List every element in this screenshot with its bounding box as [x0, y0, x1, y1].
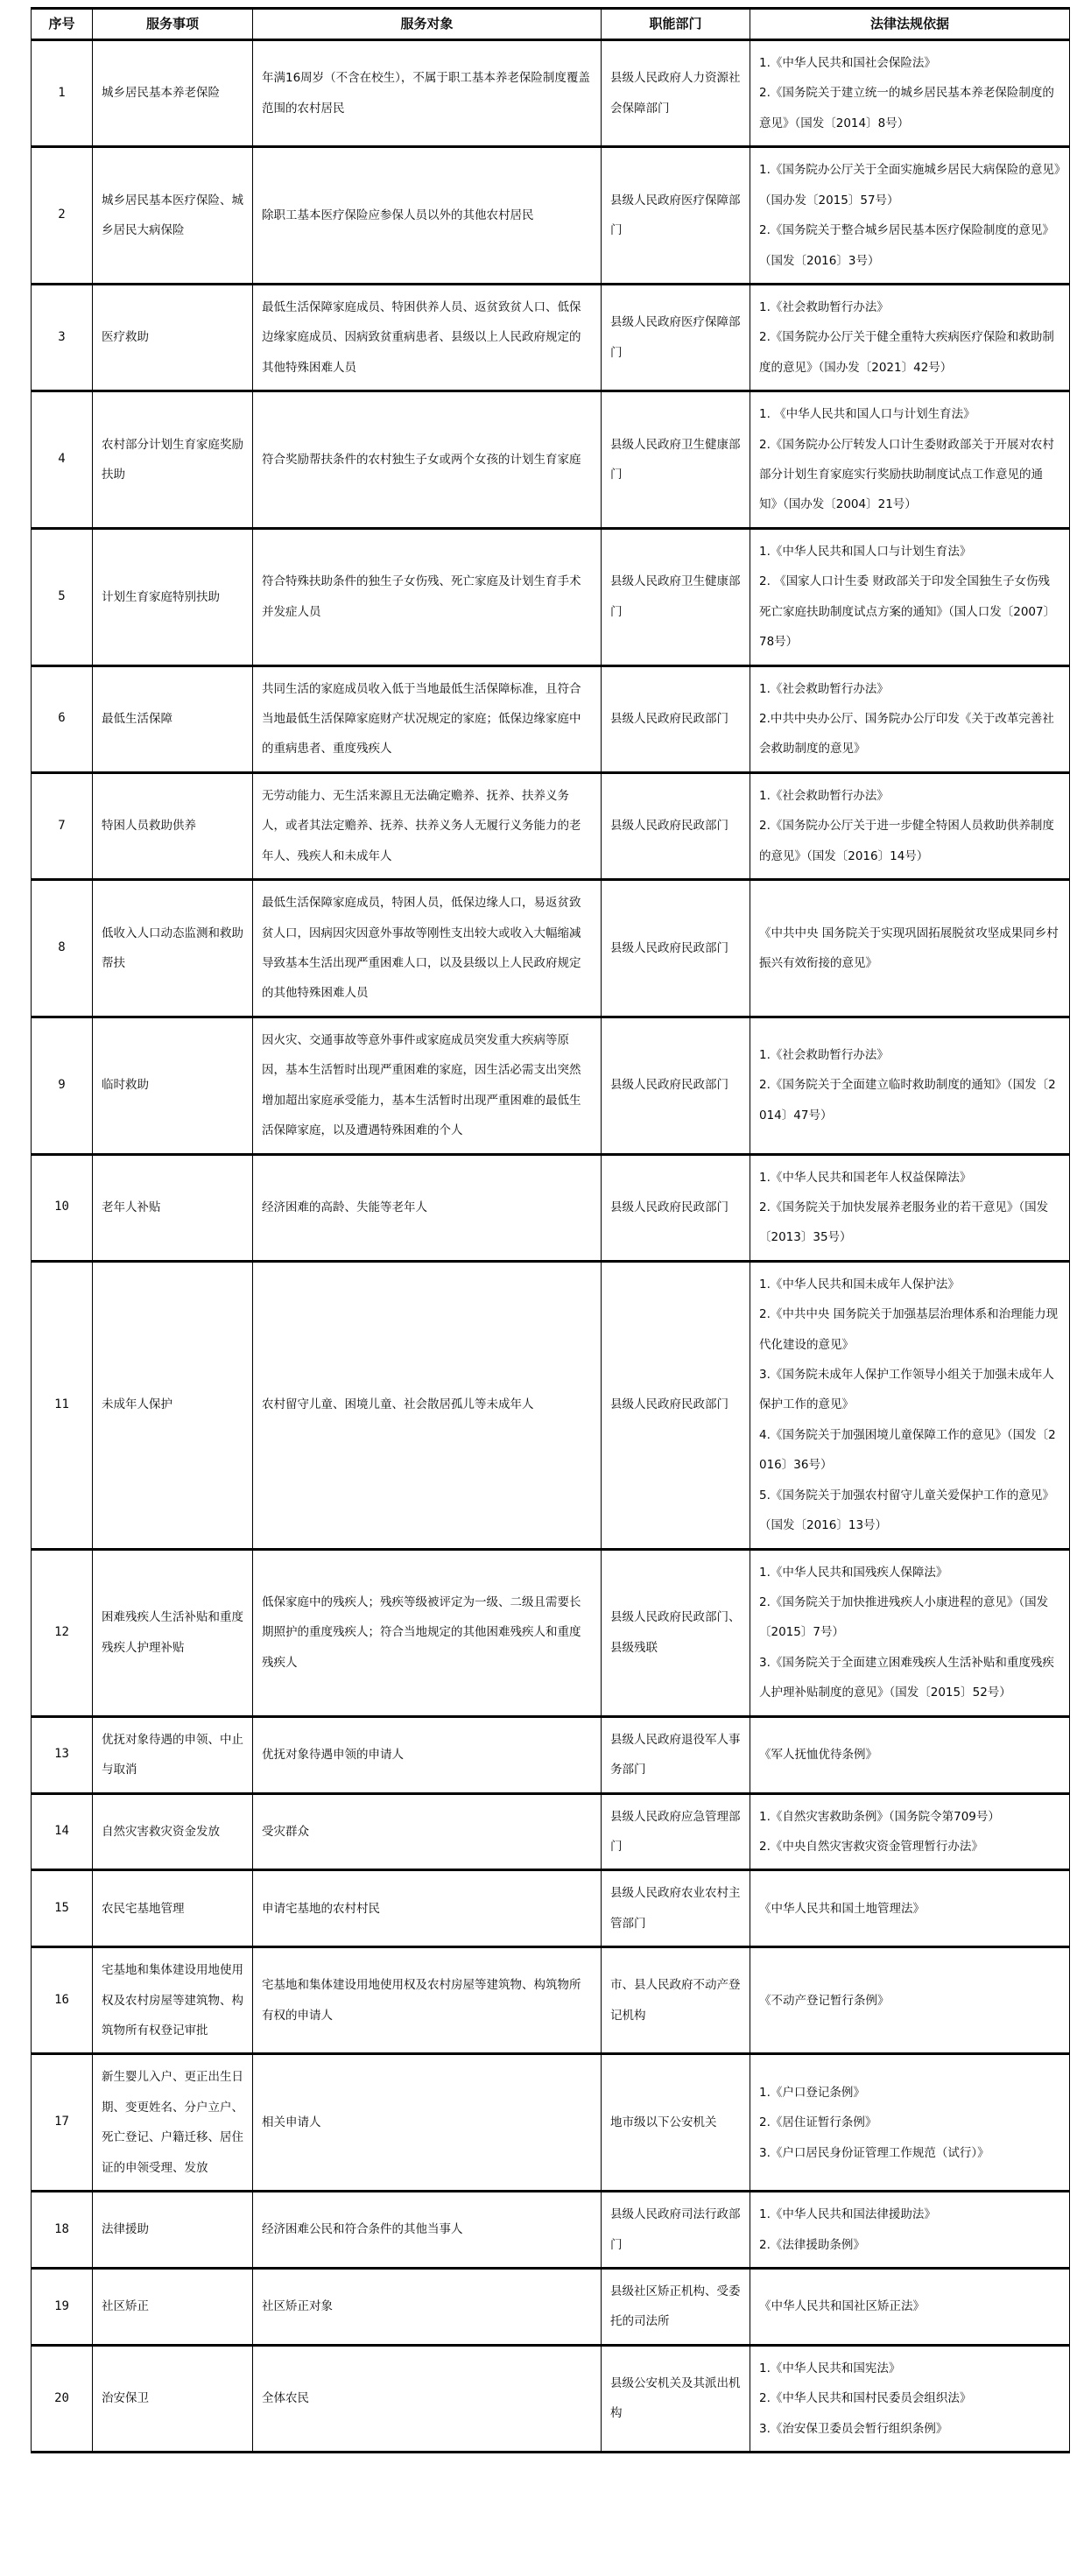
- department-cell: 县级社区矫正机构、受委托的司法所: [602, 2269, 750, 2346]
- service-item-cell: 城乡居民基本医疗保险、城乡居民大病保险: [93, 147, 253, 285]
- column-header-number: 序号: [32, 9, 93, 40]
- legal-basis-item: 3.《国务院未成年人保护工作领导小组关于加强未成年人保护工作的意见》: [759, 1368, 1054, 1412]
- department-cell: 县级人民政府民政部门: [602, 665, 750, 772]
- legal-basis-cell: [750, 1793, 1070, 1870]
- table-row: [32, 1716, 1070, 1793]
- service-item-cell: 城乡居民基本养老保险: [93, 40, 253, 147]
- table-body: [32, 40, 1070, 2453]
- table-row: [32, 2054, 1070, 2192]
- department-cell: 县级人民政府农业农村主管部门: [602, 1870, 750, 1947]
- column-header-service-target: 服务对象: [253, 9, 602, 40]
- row-number: 17: [32, 2054, 93, 2192]
- row-number: 14: [32, 1793, 93, 1870]
- legal-basis-item: 1.《社会救助暂行办法》: [759, 681, 889, 696]
- department-cell: 县级人民政府卫生健康部门: [602, 391, 750, 529]
- department-cell: 县级人民政府民政部门、县级残联: [602, 1549, 750, 1716]
- legal-basis-item: 2.《国务院办公厅关于进一步健全特困人员救助供养制度的意见》（国发〔2016〕14号）: [759, 819, 1054, 863]
- table-row: [32, 528, 1070, 665]
- legal-basis-cell: [750, 1870, 1070, 1947]
- table-row: [32, 1154, 1070, 1261]
- legal-basis-cell: [750, 2345, 1070, 2452]
- legal-basis-item: 1.《中华人民共和国社会保险法》: [759, 56, 936, 70]
- legal-basis-cell: [750, 284, 1070, 391]
- service-target-cell: 年满16周岁（不含在校生），不属于职工基本养老保险制度覆盖范围的农村居民: [253, 40, 602, 147]
- legal-basis-item: 《军人抚恤优待条例》: [759, 1747, 877, 1762]
- service-item-cell: 医疗救助: [93, 284, 253, 391]
- department-cell: 县级人民政府医疗保障部门: [602, 147, 750, 285]
- row-number: 7: [32, 772, 93, 879]
- department-cell: 县级公安机关及其派出机构: [602, 2345, 750, 2452]
- table-row: [32, 1947, 1070, 2054]
- legal-basis-item: 1.《中华人民共和国法律援助法》: [759, 2207, 936, 2222]
- service-target-cell: 最低生活保障家庭成员、特困供养人员、返贫致贫人口、低保边缘家庭成员、因病致贫重病患者、县级以上人民政府规定的其他特殊困难人员: [253, 284, 602, 391]
- row-number: 5: [32, 528, 93, 665]
- row-number: 1: [32, 40, 93, 147]
- legal-basis-item: 2.《居住证暂行条例》: [759, 2115, 877, 2130]
- services-table: [31, 7, 1070, 2453]
- department-cell: 县级人民政府应急管理部门: [602, 1793, 750, 1870]
- row-number: 15: [32, 1870, 93, 1947]
- department-cell: 县级人民政府民政部门: [602, 880, 750, 1017]
- service-item-cell: 最低生活保障: [93, 665, 253, 772]
- department-cell: 县级人民政府民政部门: [602, 1017, 750, 1154]
- department-cell: 县级人民政府民政部门: [602, 1154, 750, 1261]
- service-target-cell: 优抚对象待遇申领的申请人: [253, 1716, 602, 1793]
- legal-basis-cell: [750, 147, 1070, 285]
- legal-basis-item: 3.《户口居民身份证管理工作规范（试行）》: [759, 2145, 989, 2160]
- legal-basis-cell: [750, 391, 1070, 529]
- service-target-cell: 经济困难公民和符合条件的其他当事人: [253, 2192, 602, 2269]
- service-target-cell: 最低生活保障家庭成员，特困人员，低保边缘人口，易返贫致贫人口，因病因灾因意外事故等刚性支出较大或收入大幅缩减导致基本生活出现严重困难人口，以及县级以上人民政府规定的其他特殊困难人员: [253, 880, 602, 1017]
- legal-basis-item: 《中共中央 国务院关于实现巩固拓展脱贫攻坚成果同乡村振兴有效衔接的意见》: [759, 926, 1059, 970]
- department-cell: 地市级以下公安机关: [602, 2054, 750, 2192]
- legal-basis-item: 3.《国务院关于全面建立困难残疾人生活补贴和重度残疾人护理补贴制度的意见》（国发〔2015〕52号）: [759, 1655, 1054, 1700]
- service-target-cell: 农村留守儿童、困境儿童、社会散居孤儿等未成年人: [253, 1261, 602, 1549]
- service-item-cell: 农民宅基地管理: [93, 1870, 253, 1947]
- department-cell: 市、县人民政府不动产登记机构: [602, 1947, 750, 2054]
- row-number: 19: [32, 2269, 93, 2346]
- column-header-department: 职能部门: [602, 9, 750, 40]
- department-cell: 县级人民政府民政部门: [602, 1261, 750, 1549]
- table-row: [32, 1793, 1070, 1870]
- service-item-cell: 优抚对象待遇的申领、中止与取消: [93, 1716, 253, 1793]
- department-cell: 县级人民政府退役军人事务部门: [602, 1716, 750, 1793]
- legal-basis-cell: [750, 1154, 1070, 1261]
- legal-basis-cell: [750, 1261, 1070, 1549]
- legal-basis-cell: [750, 880, 1070, 1017]
- service-target-cell: 符合奖励帮扶条件的农村独生子女或两个女孩的计划生育家庭: [253, 391, 602, 529]
- service-item-cell: 特困人员救助供养: [93, 772, 253, 879]
- service-target-cell: 经济困难的高龄、失能等老年人: [253, 1154, 602, 1261]
- table-row: [32, 1261, 1070, 1549]
- table-row: [32, 40, 1070, 147]
- legal-basis-item: 1.《社会救助暂行办法》: [759, 1048, 889, 1063]
- legal-basis-item: 2.《国务院关于加快推进残疾人小康进程的意见》（国发〔2015〕7号）: [759, 1594, 1049, 1640]
- service-target-cell: 除职工基本医疗保险应参保人员以外的其他农村居民: [253, 147, 602, 285]
- service-item-cell: 临时救助: [93, 1017, 253, 1154]
- legal-basis-item: 2.《中华人民共和国村民委员会组织法》: [759, 2391, 972, 2406]
- table-row: [32, 772, 1070, 879]
- service-target-cell: 因火灾、交通事故等意外事件或家庭成员突发重大疾病等原因，基本生活暂时出现严重困难的家庭，因生活必需支出突然增加超出家庭承受能力，基本生活暂时出现严重困难的最低生活保障家庭，以及遭遇特殊困难的个人: [253, 1017, 602, 1154]
- legal-basis-item: 2.《国务院办公厅转发人口计生委财政部关于开展对农村部分计划生育家庭实行奖励扶助制度试点工作意见的通知》（国办发〔2004〕21号）: [759, 437, 1054, 512]
- service-target-cell: 社区矫正对象: [253, 2269, 602, 2346]
- service-item-cell: 法律援助: [93, 2192, 253, 2269]
- service-item-cell: 未成年人保护: [93, 1261, 253, 1549]
- row-number: 9: [32, 1017, 93, 1154]
- table-row: [32, 2269, 1070, 2346]
- legal-basis-item: 《不动产登记暂行条例》: [759, 1993, 890, 2008]
- service-target-cell: 申请宅基地的农村村民: [253, 1870, 602, 1947]
- table-header-row: [32, 9, 1070, 40]
- legal-basis-item: 2.中共中央办公厅、国务院办公厅印发《关于改革完善社会救助制度的意见》: [759, 712, 1054, 757]
- legal-basis-item: 2. 《国家人口计生委 财政部关于印发全国独生子女伤残死亡家庭扶助制度试点方案的通知》（国人口发〔2007〕78号）: [759, 574, 1056, 650]
- legal-basis-cell: [750, 528, 1070, 665]
- legal-basis-item: 2.《中央自然灾害救灾资金管理暂行办法》: [759, 1839, 983, 1854]
- legal-basis-cell: [750, 1017, 1070, 1154]
- legal-basis-item: 1.《中华人民共和国未成年人保护法》: [759, 1277, 960, 1292]
- service-target-cell: 相关申请人: [253, 2054, 602, 2192]
- department-cell: 县级人民政府民政部门: [602, 772, 750, 879]
- legal-basis-item: 2.《国务院关于建立统一的城乡居民基本养老保险制度的意见》（国发〔2014〕8号）: [759, 86, 1054, 130]
- table-row: [32, 665, 1070, 772]
- department-cell: 县级人民政府卫生健康部门: [602, 528, 750, 665]
- service-target-cell: 符合特殊扶助条件的独生子女伤残、死亡家庭及计划生育手术并发症人员: [253, 528, 602, 665]
- row-number: 4: [32, 391, 93, 529]
- table-row: [32, 1017, 1070, 1154]
- table-row: [32, 880, 1070, 1017]
- legal-basis-item: 1.《社会救助暂行办法》: [759, 788, 889, 803]
- service-item-cell: 低收入人口动态监测和救助帮扶: [93, 880, 253, 1017]
- service-item-cell: 宅基地和集体建设用地使用权及农村房屋等建筑物、构筑物所有权登记审批: [93, 1947, 253, 2054]
- legal-basis-item: 2.《法律援助条例》: [759, 2237, 865, 2252]
- legal-basis-item: 5.《国务院关于加强农村留守儿童关爱保护工作的意见》（国发〔2016〕13号）: [759, 1488, 1054, 1533]
- row-number: 16: [32, 1947, 93, 2054]
- row-number: 8: [32, 880, 93, 1017]
- service-item-cell: 新生婴儿入户、更正出生日期、变更姓名、分户立户、死亡登记、户籍迁移、居住证的申领受理、发放: [93, 2054, 253, 2192]
- legal-basis-cell: [750, 2269, 1070, 2346]
- legal-basis-item: 1.《自然灾害救助条例》（国务院令第709号）: [759, 1809, 1000, 1824]
- row-number: 12: [32, 1549, 93, 1716]
- row-number: 18: [32, 2192, 93, 2269]
- table-row: [32, 2345, 1070, 2452]
- service-target-cell: 受灾群众: [253, 1793, 602, 1870]
- service-item-cell: 治安保卫: [93, 2345, 253, 2452]
- legal-basis-item: 1. 《中华人民共和国人口与计划生育法》: [759, 407, 975, 422]
- legal-basis-item: 1.《户口登记条例》: [759, 2085, 865, 2100]
- row-number: 13: [32, 1716, 93, 1793]
- table-row: [32, 147, 1070, 285]
- service-item-cell: 社区矫正: [93, 2269, 253, 2346]
- column-header-legal-basis: 法律法规依据: [750, 9, 1070, 40]
- service-item-cell: 自然灾害救灾资金发放: [93, 1793, 253, 1870]
- row-number: 11: [32, 1261, 93, 1549]
- service-target-cell: 低保家庭中的残疾人；残疾等级被评定为一级、二级且需要长期照护的重度残疾人；符合当地规定的其他困难残疾人和重度残疾人: [253, 1549, 602, 1716]
- table-row: [32, 284, 1070, 391]
- legal-basis-item: 1.《中华人民共和国残疾人保障法》: [759, 1565, 948, 1580]
- department-cell: 县级人民政府医疗保障部门: [602, 284, 750, 391]
- legal-basis-item: 1.《中华人民共和国宪法》: [759, 2361, 901, 2375]
- service-item-cell: 农村部分计划生育家庭奖励扶助: [93, 391, 253, 529]
- row-number: 20: [32, 2345, 93, 2452]
- legal-basis-cell: [750, 772, 1070, 879]
- column-header-service-item: 服务事项: [93, 9, 253, 40]
- legal-basis-cell: [750, 1716, 1070, 1793]
- legal-basis-item: 1.《中华人民共和国人口与计划生育法》: [759, 544, 972, 559]
- department-cell: 县级人民政府司法行政部门: [602, 2192, 750, 2269]
- service-item-cell: 老年人补贴: [93, 1154, 253, 1261]
- legal-basis-item: 2.《国务院办公厅关于健全重特大疾病医疗保险和救助制度的意见》（国办发〔2021〕42号）: [759, 330, 1054, 375]
- table-row: [32, 2192, 1070, 2269]
- legal-basis-item: 3.《治安保卫委员会暂行组织条例》: [759, 2421, 948, 2436]
- legal-basis-item: 4.《国务院关于加强困境儿童保障工作的意见》（国发〔2016〕36号）: [759, 1427, 1056, 1473]
- service-target-cell: 全体农民: [253, 2345, 602, 2452]
- service-item-cell: 计划生育家庭特别扶助: [93, 528, 253, 665]
- service-target-cell: 无劳动能力、无生活来源且无法确定赡养、抚养、扶养义务人，或者其法定赡养、抚养、扶养义务人无履行义务能力的老年人、残疾人和未成年人: [253, 772, 602, 879]
- legal-basis-cell: [750, 1549, 1070, 1716]
- row-number: 3: [32, 284, 93, 391]
- legal-basis-item: 1.《社会救助暂行办法》: [759, 299, 889, 314]
- legal-basis-cell: [750, 1947, 1070, 2054]
- table-row: [32, 1870, 1070, 1947]
- service-target-cell: 宅基地和集体建设用地使用权及农村房屋等建筑物、构筑物所有权的申请人: [253, 1947, 602, 2054]
- legal-basis-item: 2.《国务院关于加快发展养老服务业的若干意见》（国发〔2013〕35号）: [759, 1200, 1049, 1245]
- legal-basis-cell: [750, 2192, 1070, 2269]
- legal-basis-cell: [750, 665, 1070, 772]
- legal-basis-item: 2.《中共中央 国务院关于加强基层治理体系和治理能力现代化建设的意见》: [759, 1307, 1059, 1352]
- legal-basis-item: 1.《中华人民共和国老年人权益保障法》: [759, 1170, 972, 1185]
- legal-basis-item: 《中华人民共和国社区矫正法》: [759, 2299, 925, 2314]
- row-number: 10: [32, 1154, 93, 1261]
- row-number: 6: [32, 665, 93, 772]
- table-row: [32, 391, 1070, 529]
- legal-basis-item: 2.《国务院关于全面建立临时救助制度的通知》（国发〔2014〕47号）: [759, 1078, 1056, 1123]
- legal-basis-item: 1.《国务院办公厅关于全面实施城乡居民大病保险的意见》（国办发〔2015〕57号）: [759, 163, 1060, 208]
- service-item-cell: 困难残疾人生活补贴和重度残疾人护理补贴: [93, 1549, 253, 1716]
- legal-basis-item: 《中华人民共和国土地管理法》: [759, 1901, 925, 1916]
- legal-basis-cell: [750, 2054, 1070, 2192]
- service-target-cell: 共同生活的家庭成员收入低于当地最低生活保障标准，且符合当地最低生活保障家庭财产状况规定的家庭；低保边缘家庭中的重病患者、重度残疾人: [253, 665, 602, 772]
- department-cell: 县级人民政府人力资源社会保障部门: [602, 40, 750, 147]
- row-number: 2: [32, 147, 93, 285]
- legal-basis-cell: [750, 40, 1070, 147]
- legal-basis-item: 2.《国务院关于整合城乡居民基本医疗保险制度的意见》（国发〔2016〕3号）: [759, 223, 1054, 268]
- table-row: [32, 1549, 1070, 1716]
